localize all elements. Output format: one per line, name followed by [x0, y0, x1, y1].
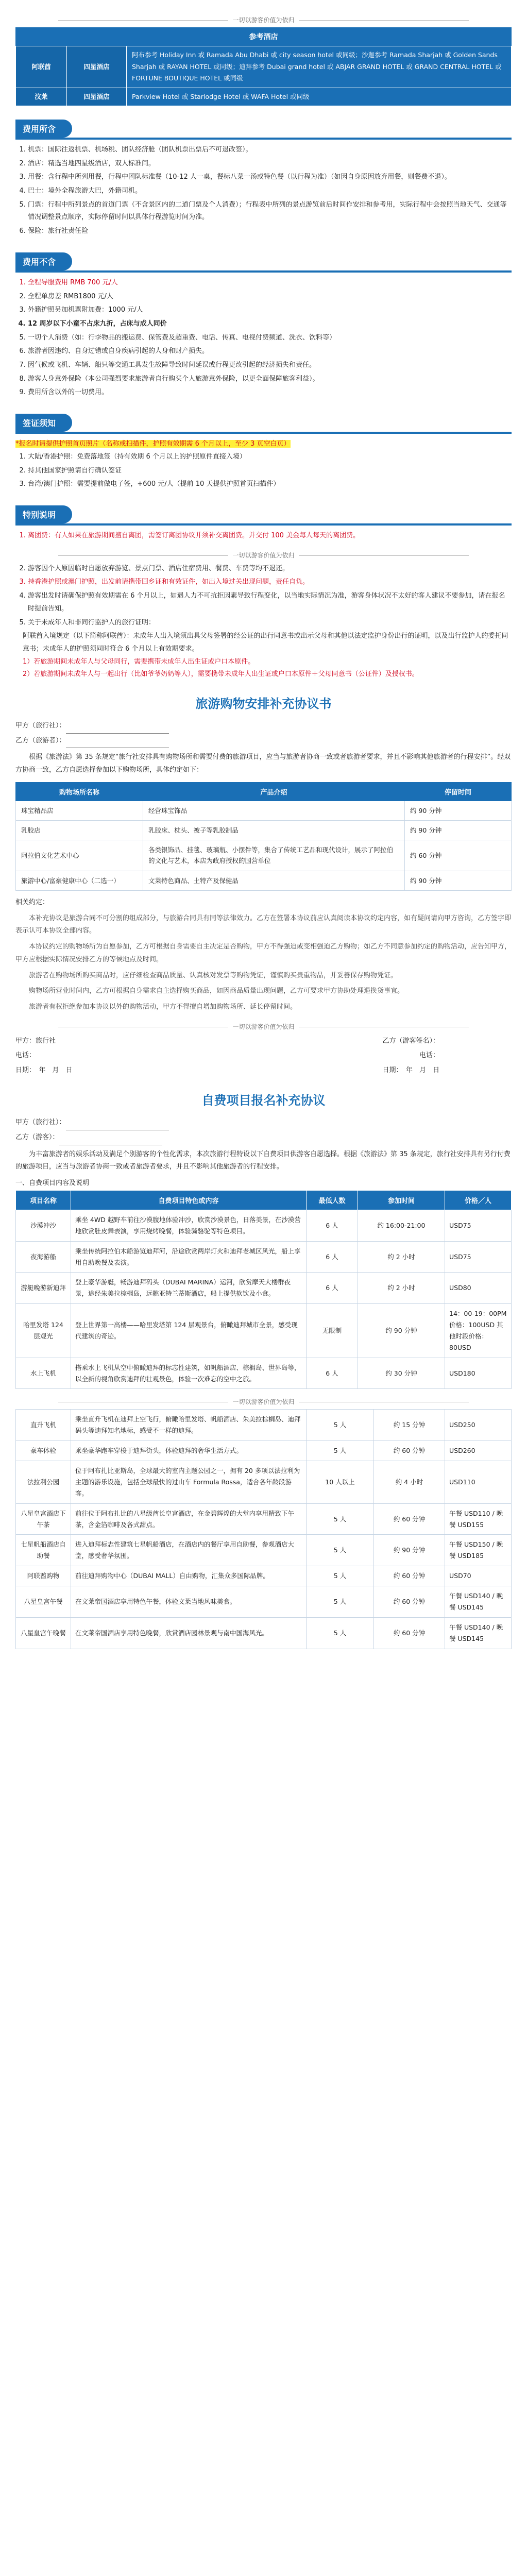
list-item: 9. 费用所含以外的一切费用。: [28, 386, 512, 399]
column-header: 项目名称: [16, 1190, 71, 1210]
table-row: [16, 1503, 512, 1535]
hotel-row: [16, 88, 512, 106]
opt-time: 约 2 小时: [358, 1273, 445, 1304]
opt-min: 6 人: [307, 1273, 358, 1304]
opt-min: 5 人: [307, 1535, 374, 1566]
opt-min: 5 人: [307, 1503, 374, 1535]
divider: 一切以游客价值为依归: [15, 1022, 512, 1031]
list-item: 3. 台湾/澳门护照：需要提前做电子签，+600 元/人（提前 10 天提供护照首页扫描件）: [28, 478, 512, 491]
shop-desc: 各类银饰品、挂毯、玻璃瓶、小摆件等，集合了传统工艺品和现代设计，展示了阿拉伯的文化与艺术，本店为政府授权的国营单位: [143, 840, 405, 871]
opt-min: 5 人: [307, 1586, 374, 1618]
opt-desc: 乘坐传统阿拉伯木船游览迪拜河，沿途欣赏两岸灯火和迪拜老城区风光，船上享用自助晚餐及表演。: [71, 1241, 307, 1273]
shop-name: 乳胶店: [16, 820, 143, 840]
party-b-label: 乙方（游客）：: [15, 1133, 59, 1141]
fees-excluded-list: [15, 277, 512, 399]
hotels-table: [15, 46, 512, 106]
opt-price: 午餐 USD140 / 晚餐 USD145: [445, 1586, 512, 1618]
shop-desc: 经营珠宝饰品: [143, 801, 405, 820]
note: 本协议约定的购物场所为自愿参加，乙方可根据自身需要自主决定是否购物，甲方不得强迫或变相强迫乙方购物；如乙方不同意参加约定的购物活动，应告知甲方，甲方应根据实际情况安排乙方的等候地点及时间。: [15, 943, 512, 963]
opt-time: 约 60 分钟: [374, 1503, 445, 1535]
table-row: [16, 1617, 512, 1649]
hotel-stars: 四星酒店: [67, 46, 127, 88]
shop-time: 约 90 分钟: [405, 871, 512, 890]
special-list-2: [15, 563, 512, 629]
opt-price: USD80: [445, 1273, 512, 1304]
column-header: 价格／人: [445, 1190, 512, 1210]
opt-min: 无限制: [307, 1304, 358, 1358]
opt-name: 直升飞机: [16, 1410, 71, 1441]
party-a-label: 甲方（旅行社）：: [15, 721, 66, 730]
party-a-label: 甲方（旅行社）：: [15, 1118, 66, 1127]
opt-time: 约 60 分钟: [374, 1441, 445, 1461]
list-item: 1. 离团费：有人如果在旅游期间擅自离团，需签订离团协议并须补交离团费。并交付 100 美金每人每天的离团费。: [28, 530, 512, 543]
section-bar: [15, 138, 512, 140]
list-item: 2. 全程单房差 RMB1800 元/人: [28, 291, 512, 303]
table-row: [16, 871, 512, 890]
opt-desc: 在文莱帝国酒店享用特色午餐，体验文莱当地风味美食。: [71, 1586, 307, 1618]
opt-name: 法拉利公园: [16, 1461, 71, 1504]
hotel-city: 阿联酋: [16, 46, 67, 88]
special-title: 特别说明: [15, 505, 72, 523]
opt-desc: 登上豪华游艇，畅游迪拜码头（DUBAI MARINA）运河，欣赏摩天大楼群夜景，途经朱美拉棕榈岛，远眺亚特兰蒂斯酒店，船上提供软饮及小食。: [71, 1273, 307, 1304]
column-header: 产品介绍: [143, 782, 405, 801]
opt-name: 水上飞机: [16, 1358, 71, 1389]
divider: 一切以游客价值为依归: [15, 1397, 512, 1406]
list-item: 1. 机票：国际往返机票、机场税、团队经济舱（团队机票出票后不可退改签）。: [28, 144, 512, 157]
opt-time: 约 60 分钟: [374, 1586, 445, 1618]
opt-name: 哈里发塔 124 层观光: [16, 1304, 71, 1358]
shop-name: 珠宝精品店: [16, 801, 143, 820]
list-item: 6. 旅游者因违约、自身过错或自身疾病引起的人身和财产损失。: [28, 345, 512, 358]
opt-time: 约 60 分钟: [374, 1566, 445, 1586]
opt-price: USD110: [445, 1461, 512, 1504]
party-a-line: [15, 1115, 512, 1130]
optional-title: 自费项目报名补充协议: [201, 1093, 326, 1108]
tel-row: [15, 1048, 512, 1063]
list-item: 1. 大陆/香港护照：免费落地签（持有效期 6 个月以上的护照原件直接入境）: [28, 451, 512, 464]
hotel-city: 汶莱: [16, 88, 67, 106]
list-item: 4. 游客出发时请确保护照有效期需在 6 个月以上，如遇人力不可抗拒因素导致行程变化，以当地实际情况为准，游客身体状况不太好的客人建议不要参加，请在报名时提前告知。: [28, 590, 512, 615]
party-a-line: [15, 719, 512, 734]
opt-desc: 乘坐 4WD 越野车前往沙漠腹地体验冲沙，欣赏沙漠景色，日落美景，在沙漠营地欣赏肚皮舞表演，享用烧烤晚餐，体验骑骆驼等特色项目。: [71, 1210, 307, 1241]
table-row: [16, 1441, 512, 1461]
hotels-header: 参考酒店: [15, 27, 512, 46]
list-item: 7. 因气候或飞机、车辆、船只等交通工具发生故障导致时间延误或行程更改引起的经济损失和责任。: [28, 359, 512, 372]
list-item: 5. 一切个人消费（如：行李物品的搬运费、保管费及超重费、电话、传真、电视付费频道、洗衣、饮料等）: [28, 332, 512, 345]
opt-desc: 前往迪拜购物中心（DUBAI MALL）自由购物，汇集众多国际品牌。: [71, 1566, 307, 1586]
tel-b: 电话：: [419, 1052, 439, 1060]
note: 旅游者在购物场所购买商品时，应仔细检查商品质量、认真核对发票等购物凭证，谨慎购买贵重物品，并妥善保存购物凭证。: [29, 971, 398, 979]
optional-table: [15, 1190, 512, 1389]
list-item: 5. 关于未成年人和非同行监护人的旅行证明：: [28, 617, 512, 630]
hotel-row: [16, 46, 512, 88]
table-row: [16, 1210, 512, 1241]
opt-min: 6 人: [307, 1210, 358, 1241]
list-item: 8. 游客人身意外保险（本公司强烈要求旅游者自行购买个人旅游意外保险，以更全面保障旅客利益）。: [28, 373, 512, 386]
list-item: 2. 游客因个人原因临时自愿放弃游览、景点门票、酒店住宿费用、餐费、车费等均不退还。: [28, 563, 512, 575]
opt-name: 游艇晚游新迪拜: [16, 1273, 71, 1304]
opt-min: 6 人: [307, 1241, 358, 1273]
opt-price: USD250: [445, 1410, 512, 1441]
note: 购物场所营业时间内，乙方可根据自身需求自主选择购买商品，如因商品质量出现问题，乙方可要求甲方协助处理退换货事宜。: [29, 987, 404, 995]
opt-time: 约 30 分钟: [358, 1358, 445, 1389]
shopping-notes: [15, 896, 512, 1014]
table-row: [16, 1304, 512, 1358]
table-row: [16, 840, 512, 871]
list-item: 3. 用餐：含行程中所列用餐，行程中团队标准餐（10-12 人一桌，餐标八菜一汤或特色餐（以行程为准）（如因自身原因放弃用餐，则餐费不退）。: [28, 171, 512, 184]
party-b-field[interactable]: [66, 740, 169, 748]
opt-min: 5 人: [307, 1410, 374, 1441]
list-item: 3. 外籍护照另加机票附加费：1000 元/人: [28, 304, 512, 317]
table-row: [16, 1358, 512, 1389]
opt-name: 豪车体验: [16, 1441, 71, 1461]
tel-a: 电话：: [15, 1052, 36, 1060]
opt-desc: 位于阿布扎比亚斯岛，全球最大的室内主题公园之一，拥有 20 多项以法拉利为主题的游乐设施，包括全球最快的过山车 Formula Rossa，适合各年龄段游客。: [71, 1461, 307, 1504]
fees-included-title: 费用所含: [15, 120, 72, 138]
minor-notes: [15, 630, 512, 681]
shopping-table: [15, 782, 512, 891]
opt-desc: 在文莱帝国酒店享用特色晚餐，欣赏酒店园林景观与南中国海风光。: [71, 1617, 307, 1649]
opt-time: 约 60 分钟: [374, 1617, 445, 1649]
section-bar: [15, 523, 512, 526]
hotel-desc: Parkview Hotel 或 Starlodge Hotel 或 WAFA Hotel 或同级: [127, 88, 512, 106]
party-b-line: [15, 734, 512, 749]
sign-row: [15, 1034, 512, 1049]
table-row: [16, 1241, 512, 1273]
table-row: [16, 1410, 512, 1441]
column-header: 最低人数: [307, 1190, 358, 1210]
optional-list-title: 一、自费项目内容及说明: [15, 1179, 90, 1187]
opt-desc: 乘坐直升飞机在迪拜上空飞行，俯瞰哈里发塔、帆船酒店、朱美拉棕榈岛、迪拜码头等迪拜知名地标，感受不一样的迪拜。: [71, 1410, 307, 1441]
visa-highlight: *报名时请提供护照首页照片（名称或扫描件，护照有效期需 6 个月以上，至少 3 页空白页）: [15, 440, 291, 448]
list-item: 4. 12 周岁以下小童不占床九折，占床与成人同价: [28, 318, 512, 331]
optional-table-cont: [15, 1409, 512, 1649]
opt-time: 约 2 小时: [358, 1241, 445, 1273]
visa-list: [15, 451, 512, 491]
page: [15, 0, 512, 1649]
sign-b: 乙方（游客签名）：: [382, 1037, 439, 1045]
opt-time: 约 90 分钟: [374, 1535, 445, 1566]
opt-name: 八星皇宫午餐: [16, 1586, 71, 1618]
opt-desc: 登上世界第一高楼——哈里发塔第 124 层观景台，俯瞰迪拜城市全景，感受现代建筑的奇迹。: [71, 1304, 307, 1358]
date-row: [15, 1063, 512, 1078]
note: 本补充协议是旅游合同不可分割的组成部分，与旅游合同具有同等法律效力。乙方在签署本协议前应认真阅读本协议约定内容，如有疑问请向甲方咨询，乙方签字即表示认可本协议全部内容。: [15, 914, 512, 935]
opt-price: USD180: [445, 1358, 512, 1389]
list-item: 4. 巴士：境外全程旅游大巴，外籍司机。: [28, 185, 512, 198]
opt-name: 夜海游船: [16, 1241, 71, 1273]
opt-time: 约 4 小时: [374, 1461, 445, 1504]
table-row: [16, 1273, 512, 1304]
opt-min: 5 人: [307, 1566, 374, 1586]
opt-name: 沙漠冲沙: [16, 1210, 71, 1241]
opt-desc: 搭乘水上飞机从空中俯瞰迪拜的标志性建筑，如帆船酒店、棕榈岛、世界岛等，以全新的视角欣赏迪拜的壮观景色，体验一次难忘的空中之旅。: [71, 1358, 307, 1389]
column-header: 参加时间: [358, 1190, 445, 1210]
visa-title: 签证须知: [15, 414, 72, 432]
opt-time: 约 15 分钟: [374, 1410, 445, 1441]
notes-title: 相关约定：: [15, 898, 49, 906]
list-item: 6. 保险：旅行社责任险: [28, 225, 512, 238]
opt-price: USD260: [445, 1441, 512, 1461]
shopping-intro: 根据《旅游法》第 35 条规定“旅行社安排具有购物场所和需要付费的旅游项目，应当与旅游者协商一致或者旅游者要求，并且不影响其他旅游者的行程安排”。经双方协商一致，乙方自愿选择参加以下购物场所，具体约定如下：: [15, 753, 511, 774]
opt-min: 10 人以上: [307, 1461, 374, 1504]
shopping-title: 旅游购物安排补充协议书: [195, 696, 332, 711]
opt-price: 14：00-19：00PM 价格：100USD 其他时段价格：80USD: [445, 1304, 512, 1358]
party-b-line: [15, 1130, 512, 1145]
shop-name: 旅游中心/富豪健康中心（二选一）: [16, 871, 143, 890]
list-item: 5. 门票：行程中所列景点的首道门票（不含景区内的二道门票及个人消费）；行程表中所列的景点游览前后时间作安排和参考用，实际行程中会按照当地天气、交通等情况调整景点顺序，实际停留时间以具体行程游览时间为准。: [28, 199, 512, 224]
column-header: 自费项目特色或内容: [71, 1190, 307, 1210]
shop-time: 约 90 分钟: [405, 801, 512, 820]
list-item: 2. 酒店：精选当地四星级酒店，双人标准间。: [28, 158, 512, 171]
party-a-field[interactable]: [66, 1123, 169, 1130]
shop-name: 阿拉伯文化艺术中心: [16, 840, 143, 871]
hotel-desc: 阿布参考 Holiday Inn 或 Ramada Abu Dhabi 或 city season hotel 或同级；沙迦参考 Ramada Sharjah 或 Golden Sands Sharjah 或 RAYAN HOTEL 或同级；迪拜参考 Dubai grand hotel 或 ABJAR GRAND HOTEL 或 GRAND CENTRAL HOTEL 或 FORTUNE BOUTIQUE HOTEL 或同级: [127, 46, 512, 88]
optional-intro: 为丰富旅游者的娱乐活动及满足个别游客的个性化需求，本次旅游行程特设以下自费项目供游客自愿选择。根据《旅游法》第 35 条规定，旅行社安排具有另行付费的旅游项目，应当与旅游者协商一致或者旅游者要求，并且不影响其他旅游者的行程安排。: [15, 1150, 511, 1171]
opt-price: USD70: [445, 1566, 512, 1586]
shop-time: 约 90 分钟: [405, 820, 512, 840]
opt-price: USD75: [445, 1210, 512, 1241]
column-header: 停留时间: [405, 782, 512, 801]
divider: 一切以游客价值为依归: [15, 551, 512, 560]
fees-excluded-title: 费用不含: [15, 252, 72, 270]
table-row: [16, 1535, 512, 1566]
opt-desc: 乘坐豪华跑车穿梭于迪拜街头，体验迪拜的奢华生活方式。: [71, 1441, 307, 1461]
party-a-field[interactable]: [66, 726, 169, 734]
opt-price: 午餐 USD110 / 晚餐 USD155: [445, 1503, 512, 1535]
list-item: 3. 持香港护照或澳门护照，出发前请携带回乡证和有效证件，如出入境过关出现问题，责任自负。: [28, 576, 512, 589]
shop-desc: 文莱特色商品、土特产及保健品: [143, 871, 405, 890]
opt-name: 七星帆船酒店自助餐: [16, 1535, 71, 1566]
opt-price: 午餐 USD140 / 晚餐 USD145: [445, 1617, 512, 1649]
opt-min: 5 人: [307, 1441, 374, 1461]
column-header: 购物场所名称: [16, 782, 143, 801]
list-item: 2. 持其他国家护照请自行确认签证: [28, 465, 512, 478]
minor-note: 阿联酋入境规定（以下简称阿联酋）：未成年人出入境须出具父母签署的经公证的出行同意书或出示父母和其他以法定监护身份出行的证明，以及出行监护人的委托同意书；未成年人的护照须同时符合 6 个月以上有效期要求。: [23, 632, 508, 653]
opt-min: 5 人: [307, 1617, 374, 1649]
note: 旅游者有权拒绝参加本协议以外的购物活动，甲方不得擅自增加购物场所、延长停留时间。: [29, 1003, 297, 1011]
table-row: [16, 801, 512, 820]
hotel-stars: 四星酒店: [67, 88, 127, 106]
opt-name: 八星皇宫午晚餐: [16, 1617, 71, 1649]
table-row: [16, 1461, 512, 1504]
date-a: 日期： 年 月 日: [15, 1066, 73, 1074]
sign-a: 甲方：旅行社: [15, 1037, 56, 1045]
opt-desc: 前往位于阿布扎比的八星级酋长皇宫酒店，在金碧辉煌的大堂内享用精致下午茶，含金箔咖啡及各式甜点。: [71, 1503, 307, 1535]
opt-name: 阿联酋购物: [16, 1566, 71, 1586]
top-divider: 一切以游客价值为依归: [15, 15, 512, 24]
section-bar: [15, 270, 512, 273]
shop-desc: 乳胶床、枕头、被子等乳胶制品: [143, 820, 405, 840]
minor-note: 2）若旅游期间未成年人与一起出行（比如爷爷奶奶等人），需要携带未成年人出生证或户口本原件＋父母同意书（公证件）及授权书。: [23, 670, 419, 679]
table-row: [16, 820, 512, 840]
special-list-1: [15, 530, 512, 543]
party-b-field[interactable]: [59, 1138, 162, 1145]
fees-included-list: [15, 144, 512, 238]
opt-price: 午餐 USD150 / 晚餐 USD185: [445, 1535, 512, 1566]
minor-note: 1）若旅游期间未成年人与父母同行，需要携带未成年人出生证或户口本原件。: [23, 657, 255, 666]
opt-time: 约 90 分钟: [358, 1304, 445, 1358]
opt-min: 6 人: [307, 1358, 358, 1389]
date-b: 日期： 年 月 日: [382, 1066, 439, 1074]
shop-time: 约 60 分钟: [405, 840, 512, 871]
table-row: [16, 1586, 512, 1618]
list-item: 1. 全程导服费用 RMB 700 元/人: [28, 277, 512, 290]
opt-price: USD75: [445, 1241, 512, 1273]
opt-name: 八星皇宫酒店下午茶: [16, 1503, 71, 1535]
section-bar: [15, 432, 512, 434]
opt-time: 约 16:00-21:00: [358, 1210, 445, 1241]
party-b-label: 乙方（旅游者）：: [15, 736, 66, 744]
table-row: [16, 1566, 512, 1586]
opt-desc: 进入迪拜标志性建筑七星帆船酒店，在酒店内的餐厅享用自助餐，参观酒店大堂，感受奢华氛围。: [71, 1535, 307, 1566]
